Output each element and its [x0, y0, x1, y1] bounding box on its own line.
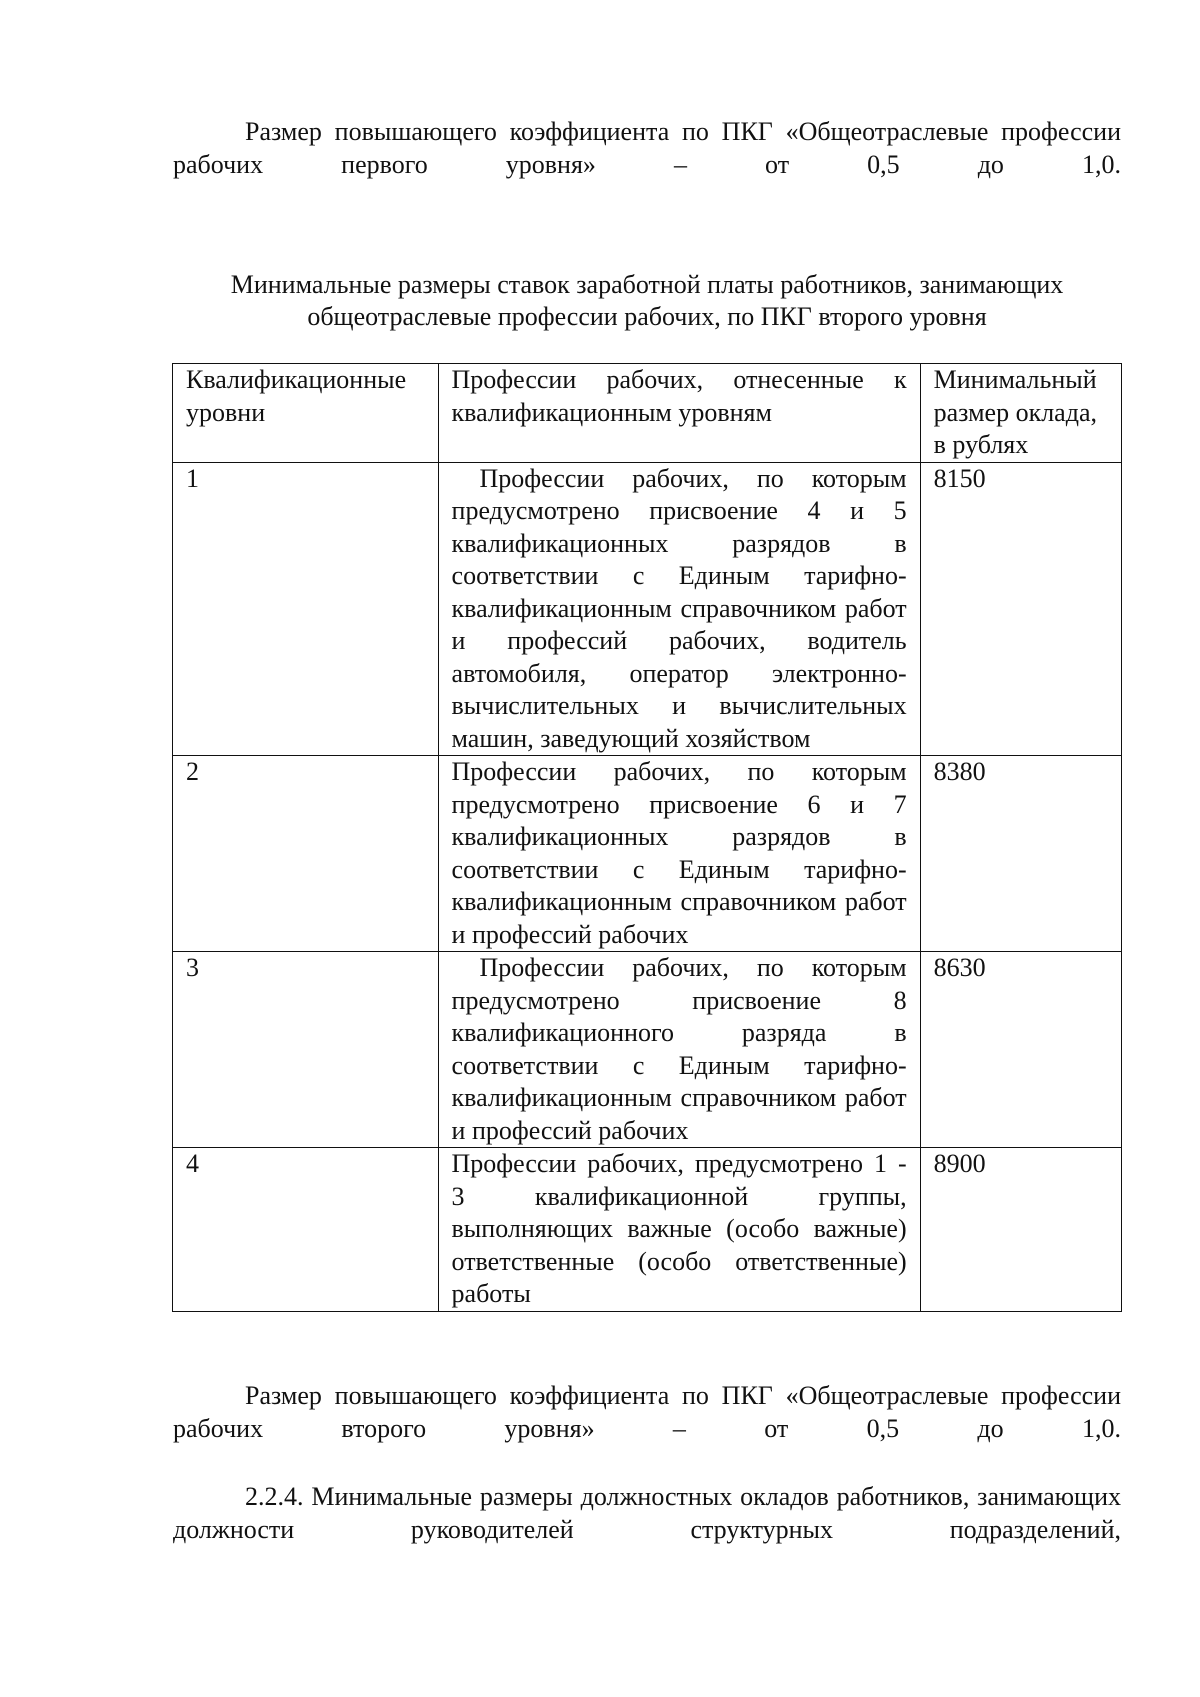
row-level: 3 [173, 952, 439, 1148]
row-description: Профессии рабочих, по которым предусмотрено присвоение 6 и 7 квалификационных разрядов в соответствии с Единым тарифно-квалификационным справочником работ и профессий рабочих [438, 756, 920, 952]
row-description: Профессии рабочих, по которым предусмотрено присвоение 4 и 5 квалификационных разрядов в соответствии с Единым тарифно-квалификационным справочником работ и профессий рабочих, водитель автомобиля, оператор электронно-вычислительных и вычислительных машин, заведующий хозяйством [438, 462, 920, 756]
table-title-line-1: Минимальные размеры ставок заработной платы работников, занимающих [230, 270, 1064, 299]
table-row [173, 952, 1122, 1148]
table-row [173, 756, 1122, 952]
table-title-line-2: общеотраслевые профессии рабочих, по ПКГ второго уровня [307, 302, 987, 331]
header-professions: Профессии рабочих, отнесенные к квалификационным уровням [438, 364, 920, 463]
table-header-row [173, 364, 1122, 463]
table-row [173, 462, 1122, 756]
row-salary: 8630 [920, 952, 1121, 1148]
paragraph-section-2-2-4: 2.2.4. Минимальные размеры должностных окладов работников, занимающих должности руководителей структурных подразделений, [173, 1482, 1121, 1544]
paragraph-coefficient-second-level: Размер повышающего коэффициента по ПКГ «Общеотраслевые профессии рабочих второго уровня» – от 0,5 до 1,0. [173, 1381, 1121, 1443]
row-level: 1 [173, 462, 439, 756]
header-qualification-levels: Квалификационные уровни [173, 364, 439, 463]
row-level: 2 [173, 756, 439, 952]
header-min-salary: Минимальный размер оклада, в рублях [920, 364, 1121, 463]
row-salary: 8900 [920, 1148, 1121, 1312]
row-salary: 8150 [920, 462, 1121, 756]
row-level: 4 [173, 1148, 439, 1312]
row-salary: 8380 [920, 756, 1121, 952]
row-description: Профессии рабочих, предусмотрено 1 - 3 квалификационной группы, выполняющих важные (особо важные) ответственные (особо ответственные) работы [438, 1148, 920, 1312]
row-description: Профессии рабочих, по которым предусмотрено присвоение 8 квалификационного разряда в соответствии с Единым тарифно-квалификационным справочником работ и профессий рабочих [438, 952, 920, 1148]
paragraph-coefficient-first-level: Размер повышающего коэффициента по ПКГ «Общеотраслевые профессии рабочих первого уровня» – от 0,5 до 1,0. [173, 117, 1121, 179]
table-row [173, 1148, 1122, 1312]
salary-table [172, 363, 1122, 1312]
